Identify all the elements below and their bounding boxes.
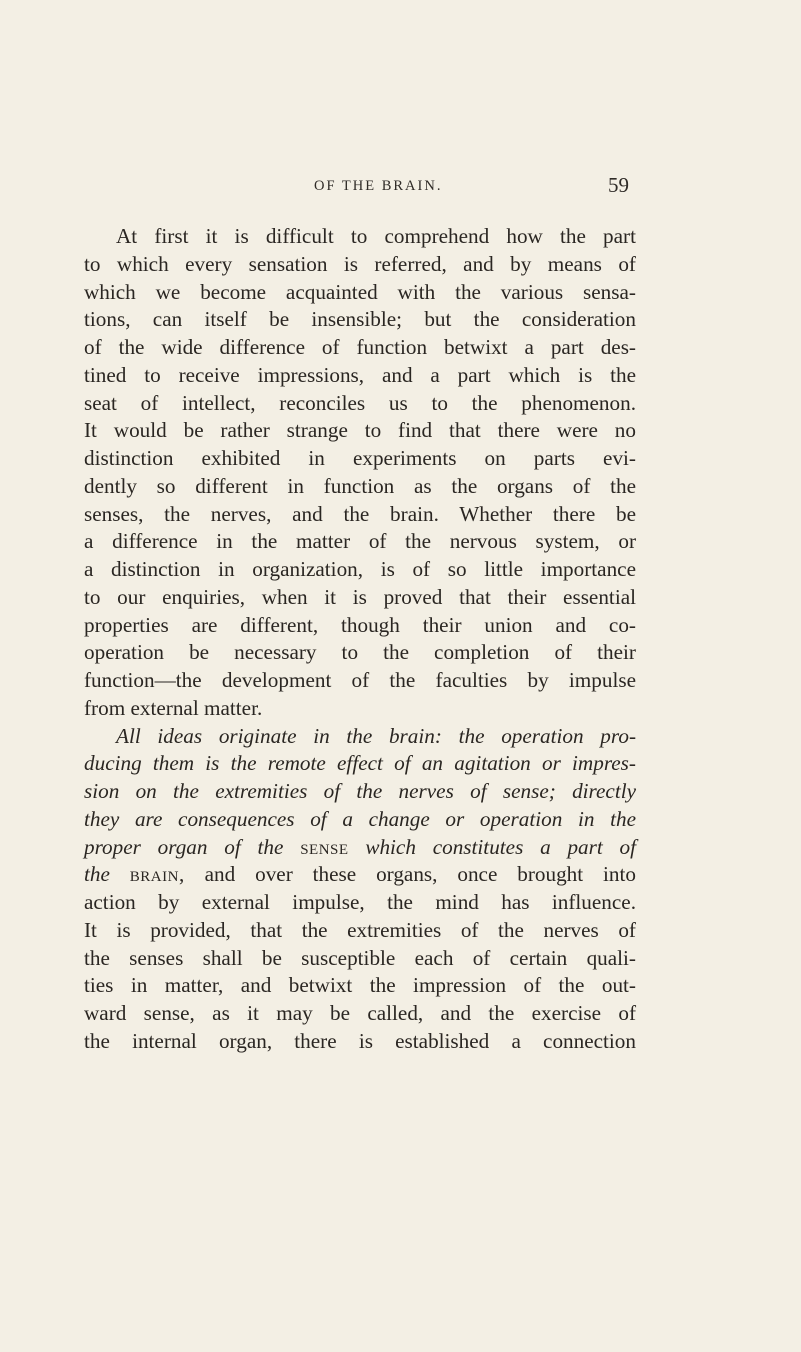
text-line: seat of intellect, reconciles us to the phenomenon. <box>84 390 636 415</box>
text-fragment: the <box>84 862 110 887</box>
text-line: which we become acquainted with the various sensa- <box>84 279 636 304</box>
text-line: a distinction in organization, is of so little importance <box>84 557 636 581</box>
paragraph-2 <box>84 723 636 1056</box>
body-text <box>84 223 636 1056</box>
text-line: ducing them is the remote effect of an agitation or impres- <box>84 751 636 776</box>
text-line: sion on the extremities of the nerves of sense; directly <box>84 779 636 803</box>
text-line: the internal organ, there is established a connection <box>84 1028 636 1053</box>
text-line: to which every sensation is referred, and by means of <box>84 251 636 276</box>
text-line: At first it is difficult to comprehend how the part <box>116 224 636 248</box>
text-line: It is provided, that the extremities of the nerves of <box>84 917 636 942</box>
text-line: they are consequences of a change or operation in the <box>84 806 636 831</box>
text-fragment: which constitutes a part of <box>365 834 637 859</box>
text-line <box>84 861 636 889</box>
text-line: ward sense, as it may be called, and the exercise of <box>84 1001 636 1025</box>
page-number: 59 <box>608 173 629 197</box>
text-line: the senses shall be susceptible each of certain quali- <box>84 945 636 970</box>
text-fragment: proper organ of the <box>84 834 284 859</box>
small-caps-term: brain, <box>129 862 185 887</box>
text-line: ties in matter, and betwixt the impression of the out- <box>84 973 636 998</box>
text-line: a difference in the matter of the nervous system, or <box>84 529 636 554</box>
text-line: from external matter. <box>84 695 263 720</box>
text-line: function—the development of the faculties by impulse <box>84 668 636 692</box>
text-fragment: and over these organs, once brought into <box>204 862 637 887</box>
running-title: OF THE BRAIN. <box>314 178 443 194</box>
text-line: All ideas originate in the brain: the operation pro- <box>116 723 636 748</box>
text-line: to our enquiries, when it is proved that their essential <box>84 584 636 609</box>
text-line: dently so different in function as the organs of the <box>84 473 636 498</box>
text-line: action by external impulse, the mind has influence. <box>84 890 636 914</box>
text-line <box>84 834 636 862</box>
text-line: senses, the nerves, and the brain. Whether there be <box>84 501 636 526</box>
text-line: of the wide difference of function betwixt a part des- <box>84 335 636 359</box>
small-caps-term: sense <box>300 834 349 859</box>
text-line: operation be necessary to the completion of their <box>84 640 636 665</box>
text-line: distinction exhibited in experiments on parts evi- <box>84 446 636 470</box>
text-line: It would be rather strange to find that there were no <box>84 418 636 443</box>
text-line: tions, can itself be insensible; but the consideration <box>84 307 636 332</box>
text-line: tined to receive impressions, and a part which is the <box>84 362 636 387</box>
text-line: properties are different, though their union and co- <box>84 612 636 637</box>
running-head <box>0 173 801 200</box>
paragraph-1 <box>84 223 636 723</box>
